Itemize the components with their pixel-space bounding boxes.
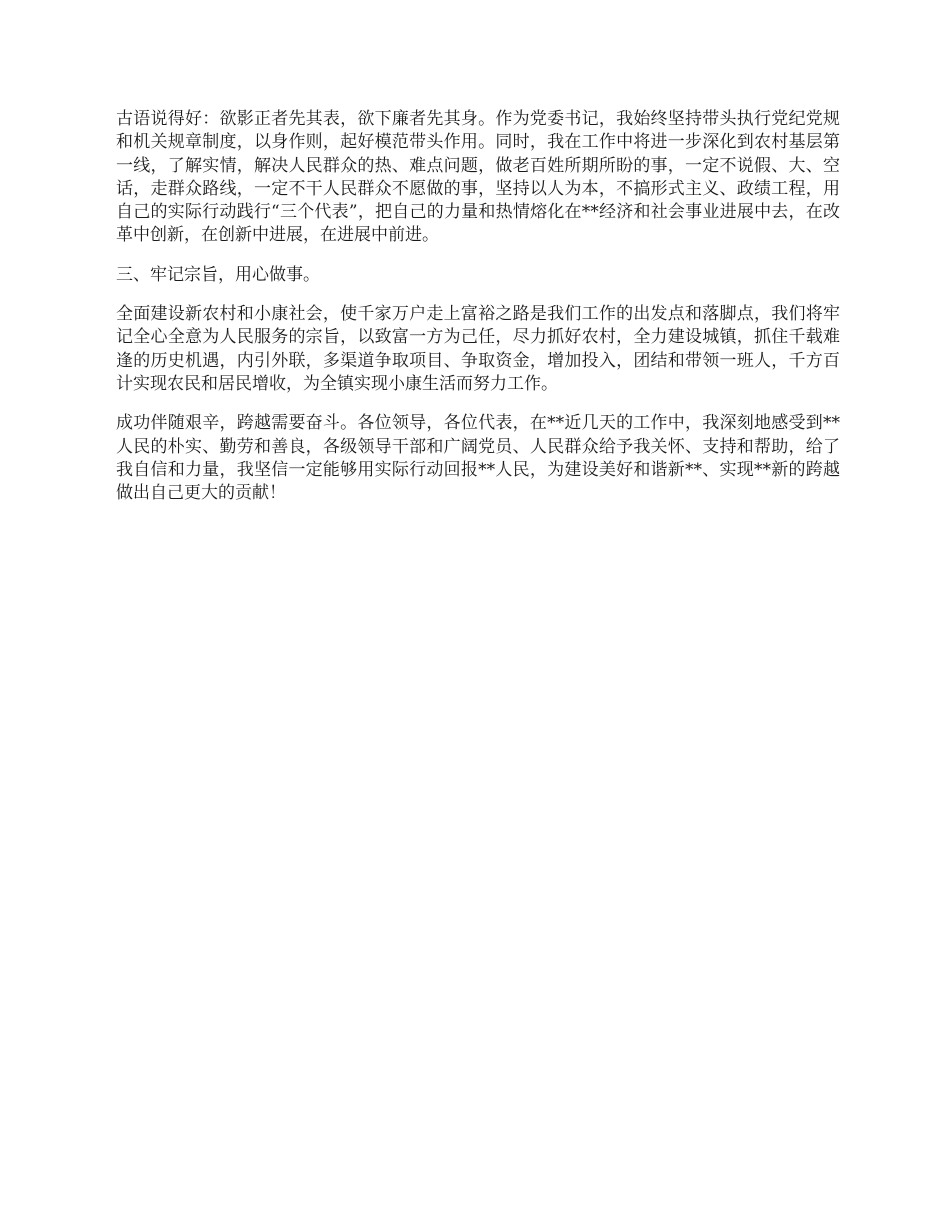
paragraph-leadership-example: 古语说得好：欲影正者先其表，欲下廉者先其身。作为党委书记，我始终坚持带头执行党纪党规和机关规章制度，以身作则，起好模范带头作用。同时，我在工作中将进一步深化到农村基层第一线，了解实情，解决人民群众的热、难点问题，做老百姓所期所盼的事，一定不说假、大、空话，走群众路线，一定不干人民群众不愿做的事，坚持以人为本，不搞形式主义、政绩工程，用自己的实际行动践行“三个代表”，把自己的力量和热情熔化在**经济和社会事业进展中去，在改革中创新，在创新中进展，在进展中前进。 (116, 109, 840, 246)
paragraph-closing-remarks: 成功伴随艰辛，跨越需要奋斗。各位领导，各位代表，在**近几天的工作中，我深刻地感受到**人民的朴实、勤劳和善良，各级领导干部和广阔党员、人民群众给予我关怀、支持和帮助，给了我自信和力量，我坚信一定能够用实际行动回报**人民，为建设美好和谐新**、实现**新的跨越做出自己更大的贡献！ (116, 413, 840, 504)
section-heading-purpose: 三、牢记宗旨，用心做事。 (116, 264, 320, 285)
document-body (116, 108, 840, 521)
paragraph-new-countryside: 全面建设新农村和小康社会，使千家万户走上富裕之路是我们工作的出发点和落脚点，我们将牢记全心全意为人民服务的宗旨，以致富一方为己任，尽力抓好农村，全力建设城镇，抓住千载难逢的历史机遇，内引外联，多渠道争取项目、争取资金，增加投入，团结和带领一班人，千方百计实现农民和居民增收，为全镇实现小康生活而努力工作。 (116, 304, 840, 394)
